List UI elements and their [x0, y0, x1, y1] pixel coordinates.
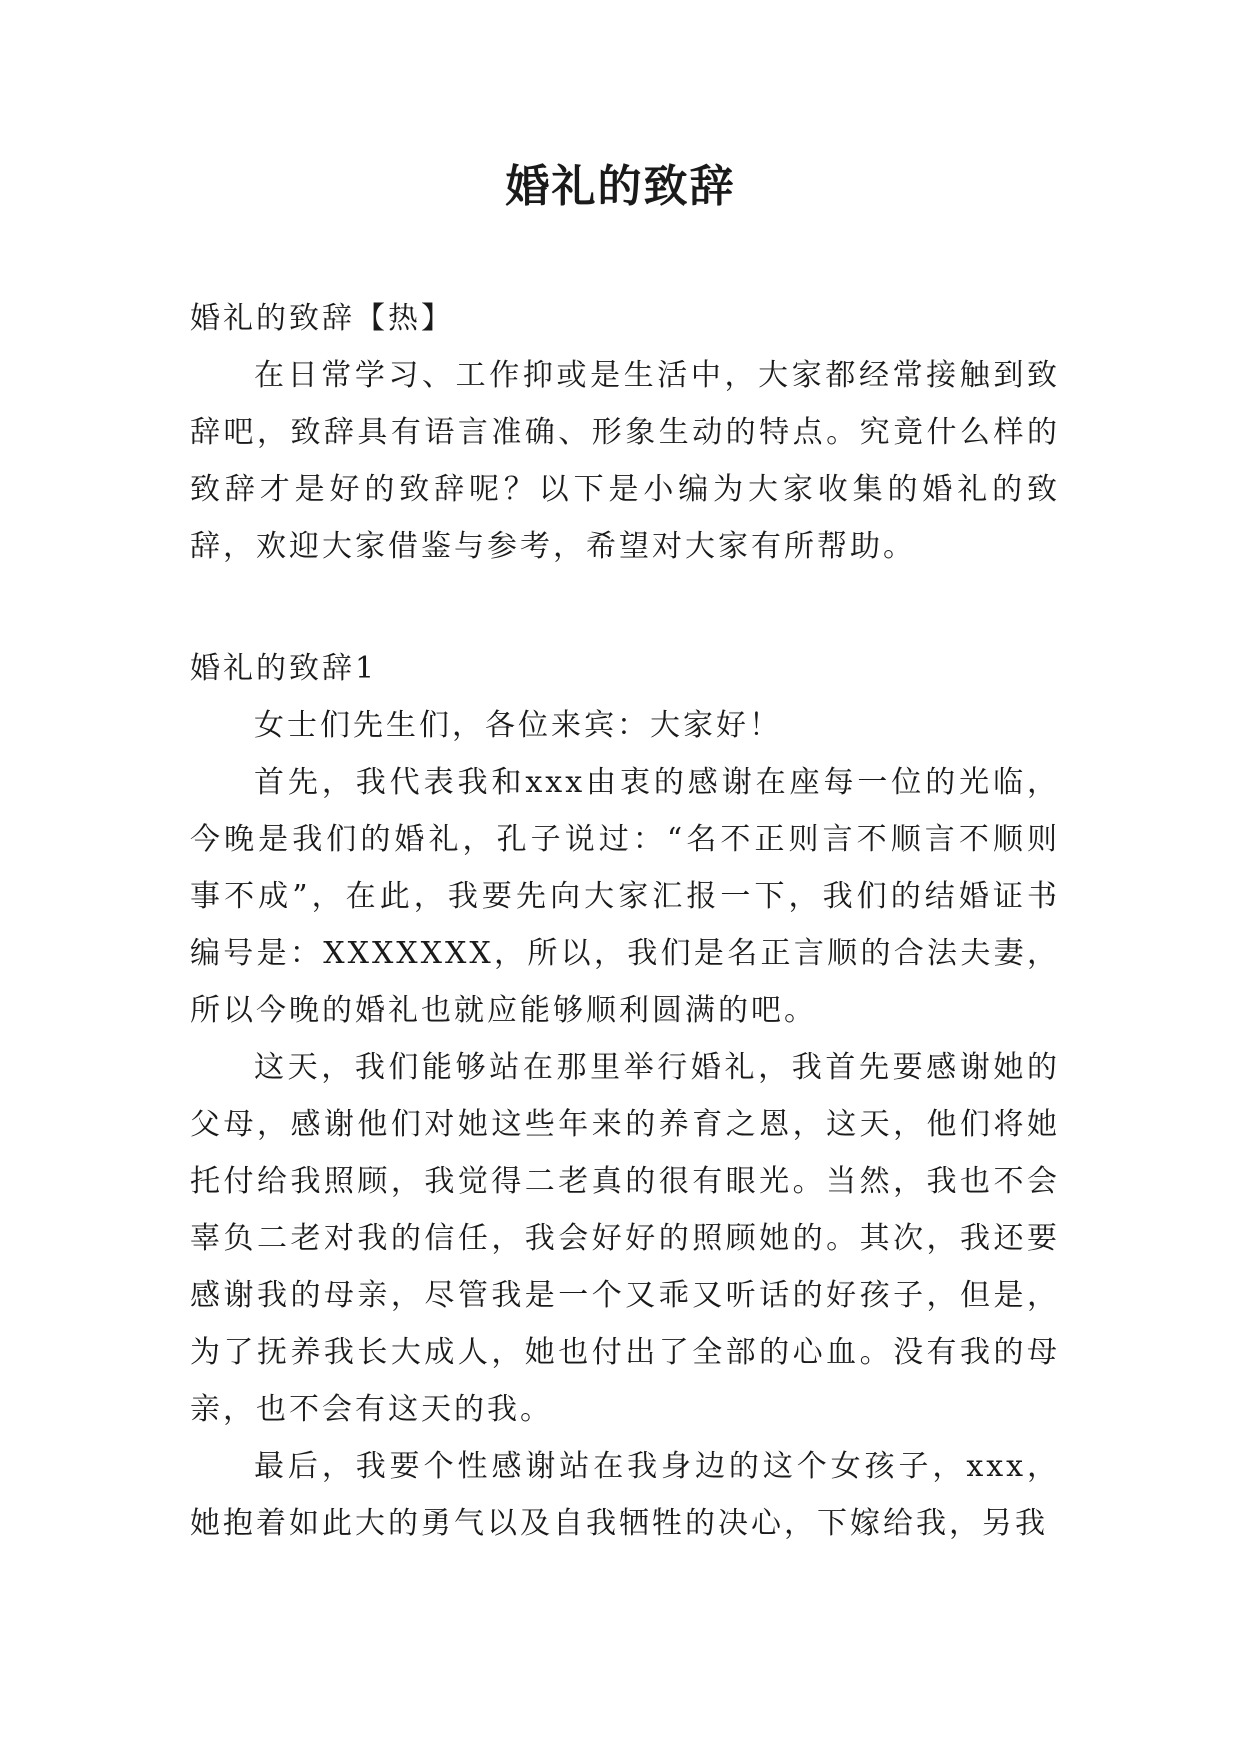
intro-section	[190, 347, 1060, 575]
paragraph-thanks-parents: 这天，我们能够站在那里举行婚礼，我首先要感谢她的父母，感谢他们对她这些年来的养育之恩，这天，他们将她托付给我照顾，我觉得二老真的很有眼光。当然，我也不会辜负二老对我的信任，我会好好的照顾她的。其次，我还要感谢我的母亲，尽管我是一个又乖又听话的好孩子，但是，为了抚养我长大成人，她也付出了全部的心血。没有我的母亲，也不会有这天的我。	[190, 1050, 1060, 1427]
paragraph-thanks-guests: 首先，我代表我和xxx由衷的感谢在座每一位的光临，今晚是我们的婚礼，孔子说过：“名不正则言不顺言不顺则事不成”，在此，我要先向大家汇报一下，我们的结婚证书编号是：XXXXXXX，所以，我们是名正言顺的合法夫妻，所以今晚的婚礼也就应能够顺利圆满的吧。	[190, 765, 1060, 1028]
paragraph-thanks-bride: 最后，我要个性感谢站在我身边的这个女孩子，xxx，她抱着如此大的勇气以及自我牺牲的决心，下嫁给我，另我	[190, 1449, 1060, 1541]
intro-paragraph: 在日常学习、工作抑或是生活中，大家都经常接触到致辞吧，致辞具有语言准确、形象生动的特点。究竟什么样的致辞才是好的致辞呢？以下是小编为大家收集的婚礼的致辞，欢迎大家借鉴与参考，希望对大家有所帮助。	[190, 358, 1060, 564]
section1-heading: 婚礼的致辞1	[190, 651, 378, 686]
document-title: 婚礼的致辞	[505, 161, 736, 212]
section1-body	[190, 697, 1060, 1552]
paragraph-greeting: 女士们先生们，各位来宾：大家好！	[254, 708, 782, 743]
intro-heading: 婚礼的致辞【热】	[190, 301, 454, 336]
